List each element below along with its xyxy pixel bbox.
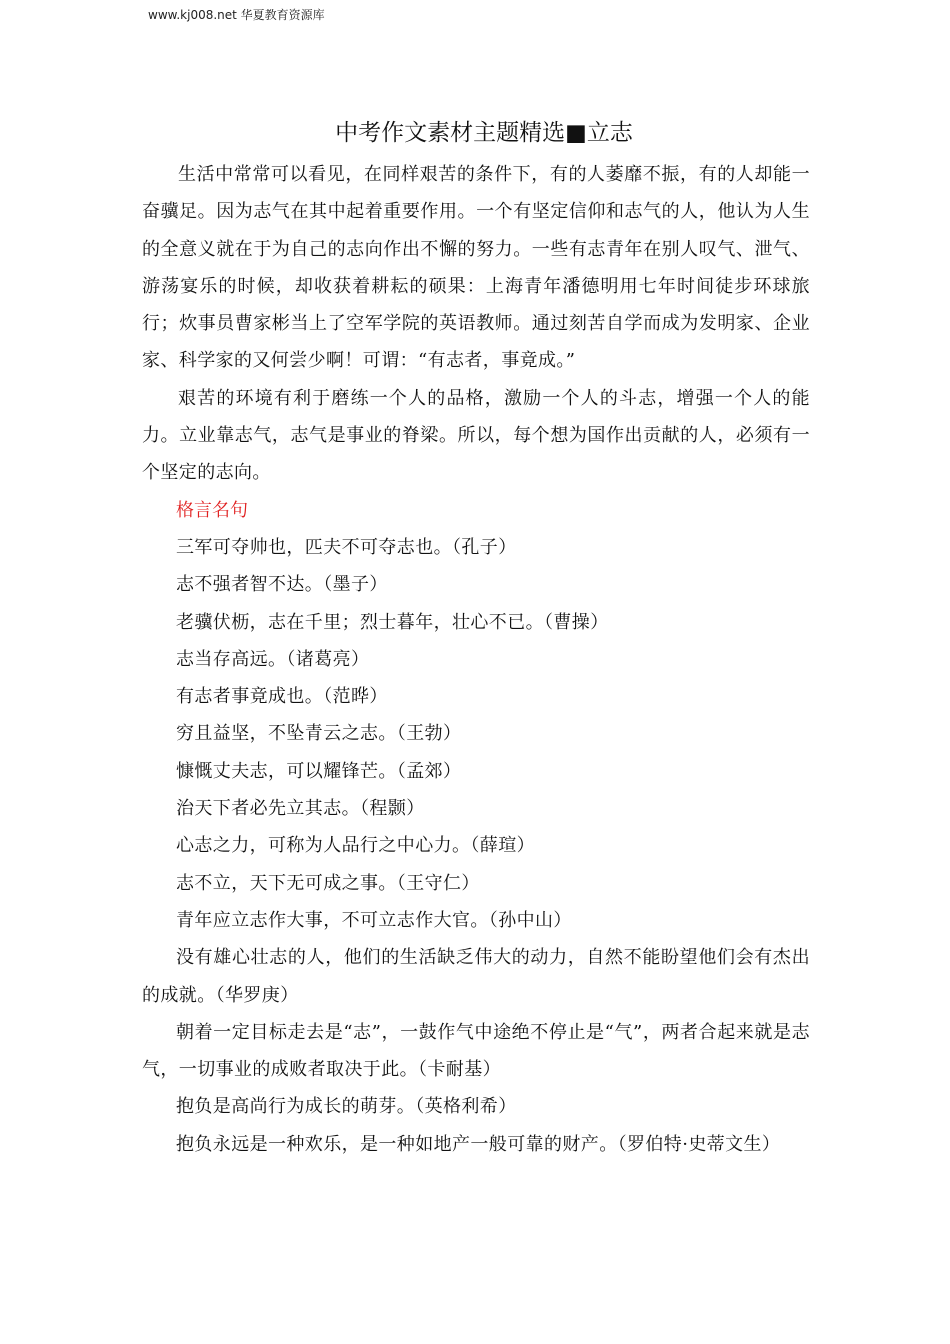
quote-item: 有志者事竟成也。（范晔）: [176, 686, 388, 708]
body-paragraph: 艰苦的环境有利于磨练一个人的品格，激励一个人的斗志，增强一个人的能力。立业靠志气，志气是事业的脊梁。所以，每个想为国作出贡献的人，必须有一个坚定的志向。: [142, 387, 810, 484]
quote-item: 慷慨丈夫志，可以耀锋芒。（孟郊）: [176, 760, 462, 782]
intro-paragraph: 生活中常常可以看见，在同样艰苦的条件下，有的人萎靡不振，有的人却能一奋骥足。因为志气在其中起着重要作用。一个有坚定信仰和志气的人，他认为人生的全意义就在于为自己的志向作出不懈的努力。一些有志青年在别人叹气、泄气、游荡宴乐的时候，却收获着耕耘的硕果：上海青年潘德明用七年时间徒步环球旅行；炊事员曹家彬当上了空军学院的英语教师。通过刻苦自学而成为发明家、企业家、科学家的又何尝少啊！可谓：“有志者，事竟成。”: [142, 164, 810, 372]
quote-list: [142, 529, 810, 1163]
quote-item: 老骥伏枥，志在千里；烈士暮年，壮心不已。（曹操）: [176, 611, 609, 633]
quote-item: 心志之力，可称为人品行之中心力。（薛瑄）: [176, 835, 535, 857]
quote-item: 没有雄心壮志的人，他们的生活缺乏伟大的动力，自然不能盼望他们会有杰出的成就。（华罗庚）: [142, 947, 810, 1006]
quote-item: 志不强者智不达。（墨子）: [176, 574, 388, 596]
quote-item: 志当存高远。（诸葛亮）: [176, 648, 370, 670]
quote-item: 穷且益坚，不坠青云之志。（王勃）: [176, 723, 462, 745]
site-header-note: www.kj008.net 华夏教育资源库: [148, 8, 325, 22]
document-title: 中考作文素材主题精选■立志: [335, 120, 633, 146]
quote-item: 青年应立志作大事，不可立志作大官。（孙中山）: [176, 909, 572, 931]
quote-item: 朝着一定目标走去是“志”，一鼓作气中途绝不停止是“气”，两者合起来就是志气，一切事业的成败者取决于此。（卡耐基）: [142, 1021, 810, 1081]
quote-item: 抱负是高尚行为成长的萌芽。（英格利希）: [176, 1096, 517, 1118]
quotes-section-heading: 格言名句: [176, 499, 248, 521]
document-body: [142, 116, 810, 1163]
quote-item: 治天下者必先立其志。（程颢）: [176, 798, 425, 820]
quote-item: 抱负永远是一种欢乐，是一种如地产一般可靠的财产。（罗伯特·史蒂文生）: [176, 1133, 781, 1155]
quote-item: 志不立，天下无可成之事。（王守仁）: [176, 872, 480, 894]
quote-item: 三军可夺帅也，匹夫不可夺志也。（孔子）: [176, 536, 517, 558]
